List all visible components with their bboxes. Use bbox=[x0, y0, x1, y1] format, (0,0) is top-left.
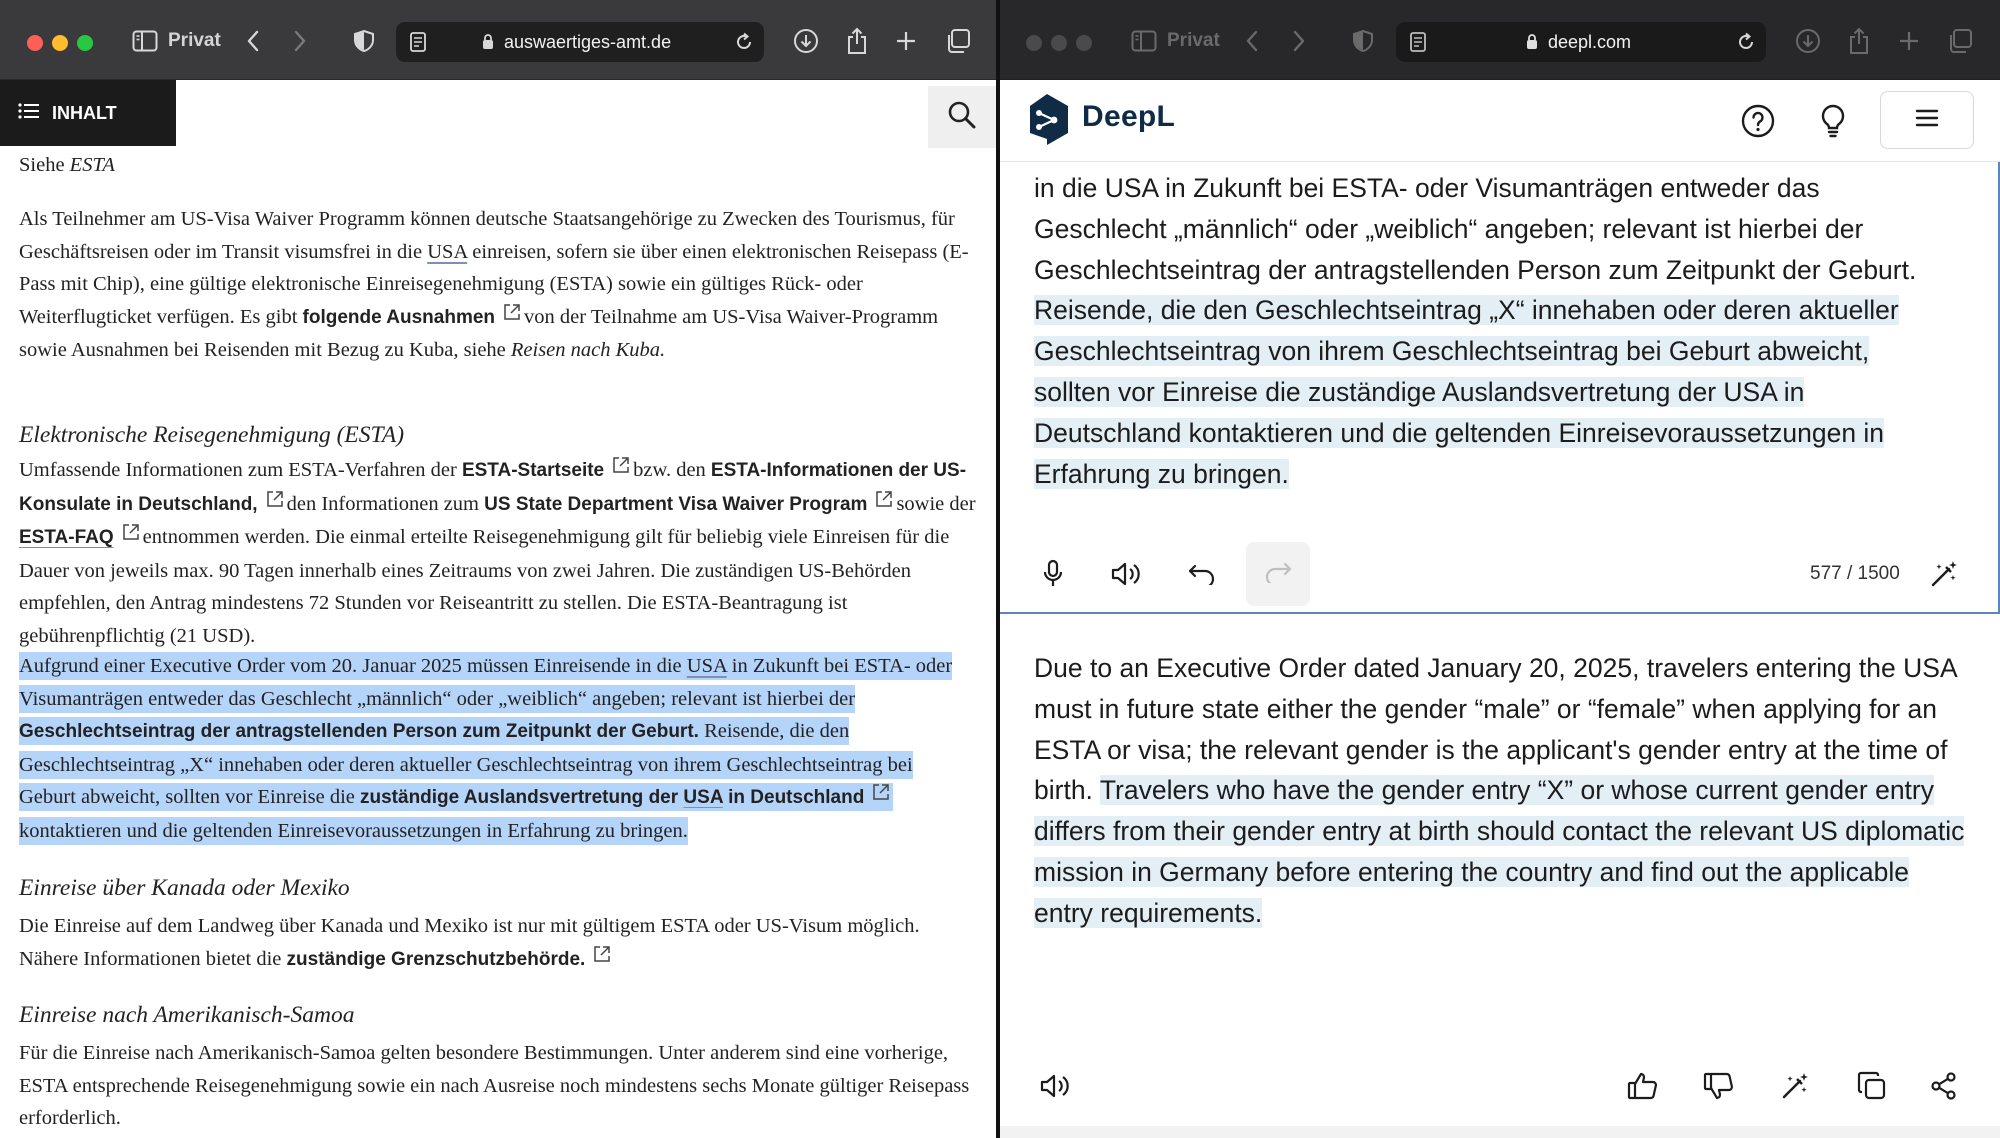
profile-label: Privat bbox=[1167, 30, 1220, 51]
usa-abbr-link[interactable]: USA bbox=[683, 787, 723, 809]
menu-button[interactable] bbox=[1880, 91, 1974, 149]
paragraph-text: Reisende, die den Geschlechtseintrag „X“ innehaben oder deren aktueller Geschlechtseintrag von ihrem Geschlechtseintrag bei Geburt abweicht, sollten vor Einreise die bbox=[19, 720, 913, 809]
lightbulb-icon[interactable] bbox=[1806, 94, 1860, 148]
external-link-icon bbox=[266, 490, 284, 508]
external-link-icon bbox=[122, 523, 140, 541]
samoa-heading: Einreise nach Amerikanisch-Samoa bbox=[19, 1002, 355, 1028]
tabs-icon[interactable] bbox=[1943, 24, 1977, 58]
source-text-plain: in die USA in Zukunft bei ESTA- oder Visumanträgen entweder das Geschlecht „männlich“ oder „weiblich“ angeben; relevant ist hierbei der Geschlechtseintrag der antragstellenden Person zum Zeitpunkt der Geburt. bbox=[1034, 173, 1917, 285]
toc-label: INHALT bbox=[52, 102, 117, 123]
chevron-left-icon[interactable] bbox=[1235, 24, 1269, 58]
shield-icon[interactable] bbox=[347, 24, 381, 58]
redo-icon bbox=[1263, 561, 1293, 588]
url-text: deepl.com bbox=[1548, 32, 1632, 52]
copy-icon[interactable] bbox=[1848, 1062, 1896, 1110]
esta-reference bbox=[19, 149, 949, 182]
kanada-paragraph bbox=[19, 910, 959, 976]
download-icon[interactable] bbox=[789, 24, 823, 58]
external-link-icon bbox=[872, 783, 890, 801]
paragraph-text: Die Einreise auf dem Landweg über Kanada und Mexiko ist nur mit gültigem ESTA oder US-Visum möglich. Nähere Informationen bietet die bbox=[19, 915, 920, 970]
paragraph-text: Aufgrund einer Executive Order vom 20. Januar 2025 müssen Einreisende in die bbox=[19, 655, 687, 677]
tabs-icon[interactable] bbox=[941, 24, 975, 58]
paragraph-text: entnommen werden. Die einmal erteilte Reisegenehmigung gilt für beliebig viele Einreisen für die Dauer von jeweils max. 90 Tagen innerhalb eines Zeitraums von zwei Jahren. Die zuständigen US-Behörden empfehlen, den Antrag mindestens 72 Stunden vor Reiseantritt zu stellen. Die ESTA-Beantragung ist gebührenpflichtig (21 USD). bbox=[19, 526, 950, 647]
close-window-button[interactable] bbox=[1026, 35, 1042, 51]
reader-icon[interactable] bbox=[410, 32, 426, 57]
magic-wand-icon[interactable] bbox=[1771, 1062, 1819, 1110]
esta-paragraph bbox=[19, 454, 979, 653]
page-content bbox=[0, 80, 996, 1138]
translation-text-plain: Due to an Executive Order dated January 20, 2025, travelers entering the USA must in future state either the gender “male” or “female” when applying for an ESTA or visa; the relevant gender is the applicant's gender entry at the time of birth. bbox=[1034, 653, 1957, 806]
undo-icon[interactable] bbox=[1178, 550, 1226, 598]
reference-text: Siehe bbox=[19, 154, 70, 176]
kanada-heading: Einreise über Kanada oder Mexiko bbox=[19, 875, 350, 901]
esta-link[interactable]: ESTA bbox=[69, 154, 115, 176]
redo-button[interactable] bbox=[1246, 542, 1310, 606]
zoom-window-button[interactable] bbox=[77, 35, 93, 51]
chevron-right-icon[interactable] bbox=[283, 24, 317, 58]
executive-order-paragraph bbox=[15, 650, 977, 848]
esta-startseite-link[interactable]: ESTA-Startseite bbox=[461, 460, 605, 481]
grenzschutz-link[interactable]: zuständige Grenzschutzbehörde. bbox=[286, 948, 586, 970]
auslandsvertretung-link[interactable]: zuständige Auslandsvertretung der bbox=[360, 787, 684, 809]
reader-icon[interactable] bbox=[1410, 32, 1426, 57]
target-text-area[interactable] bbox=[1000, 614, 2000, 1138]
minimize-window-button[interactable] bbox=[52, 35, 68, 51]
samoa-paragraph: Für die Einreise nach Amerikanisch-Samoa gelten besondere Bestimmungen. Unter anderem sind eine vorherige, ESTA entsprechende Reisegenehmigung sowie ein nach Ausreise noch mindestens sechs Monate gültiger Reisepass erforderlich. bbox=[19, 1042, 970, 1130]
esta-konsulate-link[interactable]: ESTA-Informationen der US-Konsulate in Deutschland, bbox=[19, 460, 967, 515]
deepl-brand-name[interactable]: DeepL bbox=[1082, 100, 1176, 133]
close-window-button[interactable] bbox=[27, 35, 43, 51]
deepl-header bbox=[1000, 80, 2000, 162]
url-text: auswaertiges-amt.de bbox=[504, 32, 672, 52]
auslandsvertretung-link[interactable]: in Deutschland bbox=[722, 787, 865, 809]
external-link-icon bbox=[593, 945, 611, 963]
paragraph-text: Als Teilnehmer am US-Visa Waiver Programm können deutsche Staatsangehörige zu Zwecken des Tourismus, für Geschäftsreisen oder im Transit visumsfrei in die bbox=[19, 208, 955, 263]
share-nodes-icon[interactable] bbox=[1920, 1062, 1968, 1110]
help-icon[interactable] bbox=[1731, 94, 1785, 148]
page-bottom-strip bbox=[1000, 1126, 2000, 1138]
source-text-selected: Reisende, die den Geschlechtseintrag „X“ innehaben oder deren aktueller Geschlechtseintrag von ihrem Geschlechtseintrag bei Geburt abweicht, sollten vor Einreise die zuständige Auslandsvertretung der USA in Deutschland kontaktieren und die geltenden Einreisevoraussetzungen in Erfahrung zu bringen. bbox=[1034, 295, 1899, 489]
left-browser-window bbox=[0, 0, 996, 1138]
zoom-window-button[interactable] bbox=[1076, 35, 1092, 51]
paragraph-text: Umfassende Informationen zum ESTA-Verfahren der bbox=[19, 459, 462, 481]
paragraph-text: von der Teilnahme am US-Visa Waiver-Programm sowie Ausnahmen bei Reisenden mit Bezug zu Kuba, siehe bbox=[19, 305, 939, 362]
character-counter: 577 / 1500 bbox=[1810, 563, 1900, 584]
sidebar-icon[interactable] bbox=[128, 24, 162, 58]
translation-text[interactable] bbox=[1034, 648, 1974, 934]
paragraph-text: kontaktieren und die geltenden Einreisevoraussetzungen in Erfahrung zu bringen. bbox=[19, 819, 688, 842]
visa-waiver-paragraph bbox=[19, 203, 979, 367]
speaker-icon[interactable] bbox=[1102, 550, 1150, 598]
esta-faq-link[interactable]: ESTA-FAQ bbox=[19, 527, 114, 549]
lock-icon bbox=[1526, 33, 1538, 55]
visa-waiver-program-link[interactable]: US State Department Visa Waiver Program bbox=[484, 493, 868, 515]
search-button[interactable] bbox=[928, 86, 996, 148]
exceptions-link[interactable]: folgende Ausnahmen bbox=[302, 306, 496, 328]
thumbs-down-icon[interactable] bbox=[1695, 1062, 1743, 1110]
share-icon[interactable] bbox=[1842, 24, 1876, 58]
bold-text: Geschlechtseintrag der antragstellenden Person zum Zeitpunkt der Geburt. bbox=[19, 721, 699, 743]
external-link-icon bbox=[875, 490, 893, 508]
profile-label: Privat bbox=[168, 30, 221, 51]
usa-abbr-link[interactable]: USA bbox=[427, 240, 468, 263]
paragraph-text: bzw. den bbox=[633, 459, 711, 481]
menu-list-icon bbox=[18, 102, 40, 125]
reload-icon[interactable] bbox=[1736, 32, 1756, 57]
minimize-window-button[interactable] bbox=[1051, 35, 1067, 51]
plus-icon[interactable] bbox=[889, 24, 923, 58]
thumbs-up-icon[interactable] bbox=[1619, 1062, 1667, 1110]
download-icon[interactable] bbox=[1791, 24, 1825, 58]
text-selection bbox=[19, 652, 952, 845]
toc-button[interactable] bbox=[0, 80, 176, 146]
paragraph-text: einreisen, sofern sie über einen elektronischen Reisepass (E-Pass mit Chip), eine gültige elektronische Einreisegenehmigung (ESTA) sowie ein gültiges Rück- oder Weiterflugticket verfügen. Es gibt bbox=[19, 240, 969, 328]
address-bar[interactable] bbox=[1396, 22, 1766, 62]
speaker-icon[interactable] bbox=[1031, 1062, 1079, 1110]
safari-toolbar bbox=[1000, 0, 2000, 80]
usa-abbr-link[interactable]: USA bbox=[686, 655, 727, 677]
chevron-left-icon[interactable] bbox=[236, 24, 270, 58]
reload-icon[interactable] bbox=[734, 32, 754, 57]
paragraph-text: sowie der bbox=[896, 492, 976, 515]
search-icon bbox=[947, 100, 977, 135]
microphone-icon[interactable] bbox=[1029, 550, 1077, 598]
kuba-link[interactable]: Reisen nach Kuba. bbox=[510, 339, 666, 362]
external-link-icon bbox=[503, 303, 521, 321]
shield-icon[interactable] bbox=[1346, 24, 1380, 58]
right-browser-window bbox=[1000, 0, 2000, 1138]
paragraph-text: den Informationen zum bbox=[286, 492, 485, 515]
address-bar[interactable] bbox=[396, 22, 764, 62]
lock-icon bbox=[482, 33, 494, 55]
share-icon[interactable] bbox=[840, 24, 874, 58]
sidebar-icon[interactable] bbox=[1127, 24, 1161, 58]
source-text-area[interactable] bbox=[1000, 162, 2000, 614]
plus-icon[interactable] bbox=[1892, 24, 1926, 58]
paragraph-text: in Zukunft bei ESTA- oder Visumanträgen entweder das Geschlecht „männlich“ oder „weiblich“ angeben; relevant ist hierbei der bbox=[19, 655, 953, 710]
translation-text-selected: Travelers who have the gender entry “X” or whose current gender entry differs from their gender entry at birth should contact the relevant US diplomatic mission in Germany before entering the country and find out the applicable entry requirements. bbox=[1034, 775, 1965, 928]
magic-wand-icon[interactable] bbox=[1920, 550, 1968, 598]
external-link-icon bbox=[612, 456, 630, 474]
safari-toolbar bbox=[0, 0, 996, 80]
source-text[interactable] bbox=[1034, 168, 1934, 494]
hamburger-icon bbox=[1915, 108, 1939, 133]
esta-heading: Elektronische Reisegenehmigung (ESTA) bbox=[19, 422, 405, 448]
chevron-right-icon[interactable] bbox=[1282, 24, 1316, 58]
deepl-logo-icon[interactable] bbox=[1024, 93, 1070, 152]
